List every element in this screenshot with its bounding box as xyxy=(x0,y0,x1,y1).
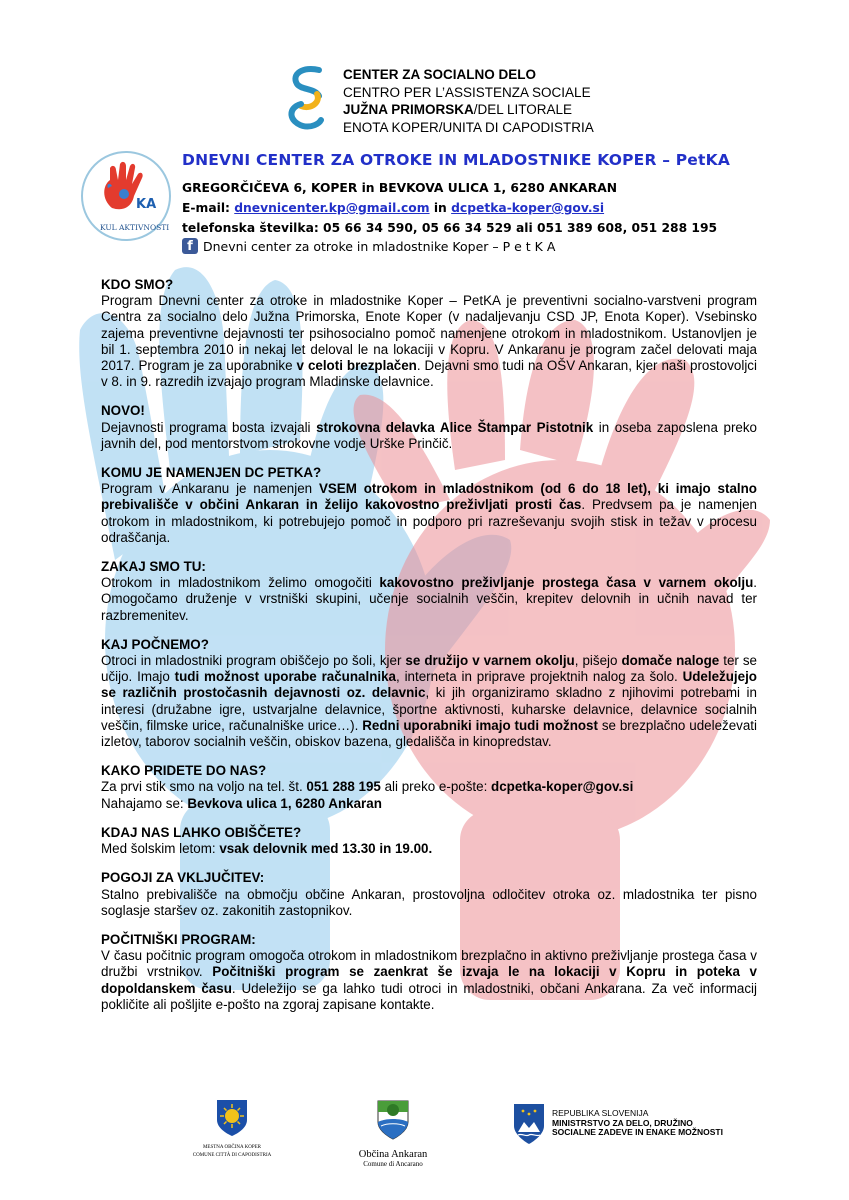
csd-line-4: ENOTA KOPER/UNITA DI CAPODISTRIA xyxy=(343,119,594,135)
facebook-page-name: Dnevni center za otroke in mladostnike Koper – P e t K A xyxy=(203,238,556,254)
section-heading: KAJ POČNEMO? xyxy=(101,636,209,652)
slovenia-crest-icon xyxy=(512,1102,546,1146)
section-heading: ZAKAJ SMO TU: xyxy=(101,559,206,575)
koper-caption-1: MESTNA OBČINA KOPER xyxy=(202,1145,262,1150)
section-kaj xyxy=(101,637,757,750)
section-kako xyxy=(101,763,757,812)
center-email-line: E-mail: dnevnicenter.kp@gmail.com in dcpetka-koper@gov.si xyxy=(182,201,605,215)
section-body: Program v Ankaranu je namenjen VSEM otrokom in mladostnikom (od 6 do 18 let), ki imajo stalno prebivališče v občini Ankaran in želijo kakovostno preživljati prosti čas. Predvsem pa je namenjen otrokom in mladostnikom, ki potrebujejo pomoč in podporo pri razreševanju svojih stisk in težav v procesu odraščanja. xyxy=(101,481,757,545)
center-title: DNEVNI CENTER ZA OTROKE IN MLADOSTNIKE KOPER – PetKA xyxy=(182,151,731,169)
section-body: Med šolskim letom: vsak delovnik med 13.30 in 19.00. xyxy=(101,841,433,857)
section-pocitniski xyxy=(101,932,757,1013)
ministry-line-1: REPUBLIKA SLOVENIJA xyxy=(552,1108,649,1118)
section-body: Za prvi stik smo na voljo na tel. št. 051 288 195 ali preko e-pošte: dcpetka-koper@gov.si Nahajamo se: Bevkova ulica 1, 6280 Ankaran xyxy=(101,779,634,811)
csd-name-block xyxy=(343,66,594,136)
section-body: Program Dnevni center za otroke in mladostnike Koper – PetKA je preventivni socialno-varstveni program Centra za socialno delo Južna Primorska, Enote Koper (v nadaljevanju CSD JP, Enota Koper). Vsebinsko zajema preventivne dejavnosti ter psihosocialno pomoč namenjene otrokom in mladostnikom. Ustanovljen je bil 1. septembra 2010 in nekaj let deloval le na lokaciji v Kopru. V Ankaranu je program začel delovati maja 2017. Program je za uporabnike v celoti brezplačen. Dejavni smo tudi na OŠV Ankaran, kjer naši prostovoljci v 8. in 9. razredih izvajajo program Mladinske delavnice. xyxy=(101,293,757,390)
facebook-icon: f xyxy=(182,238,198,254)
ministry-line-3: SOCIALNE ZADEVE IN ENAKE MOŽNOSTI xyxy=(552,1127,723,1137)
section-heading: KDO SMO? xyxy=(101,277,174,292)
section-body: Stalno prebivališče na območju občine Ankaran, prostovoljna odločitev otroka oz. mladostnika ter pisno soglasje staršev oz. zakonitih zastopnikov. xyxy=(101,886,757,918)
csd-logo xyxy=(281,64,333,132)
csd-line-1: CENTER ZA SOCIALNO DELO xyxy=(343,67,537,82)
email-link-gov[interactable]: dcpetka-koper@gov.si xyxy=(451,201,605,215)
section-kdo-smo xyxy=(101,277,757,390)
ankaran-caption-1: Občina Ankaran xyxy=(358,1149,428,1160)
contact-email[interactable]: dcpetka-koper@gov.si xyxy=(491,779,634,795)
petka-logo xyxy=(80,150,172,242)
section-novo xyxy=(101,403,757,452)
ministry-text xyxy=(552,1102,723,1138)
center-phone: telefonska številka: 05 66 34 590, 05 66 34 529 ali 051 389 608, 051 288 195 xyxy=(182,221,718,235)
section-pogoji xyxy=(101,870,757,919)
section-body: Otroci in mladostniki program obiščejo po šoli, kjer se družijo v varnem okolju, pišejo domače naloge ter se učijo. Imajo tudi možnost uporabe računalnika, interneta in priprave projektnih nalog za šolo. Udeležujejo se različnih prostočasnih dejavnosti oz. delavnic, ki jih organiziramo skladno z njihovimi potrebami in interesi (družabne igre, ustvarjalne delavnice, športne aktivnosti, kuharske delavnice, delavnice socialnih veščin, filmske urice, računalniške urice…). Redni uporabniki imajo tudi možnost se brezplačno udeleževati izletov, taborov socialnih veščin, obiskov bazena, gledališča in kinopredstav. xyxy=(101,653,757,750)
ankaran-crest-icon xyxy=(375,1098,411,1142)
svg-text:KA: KA xyxy=(136,197,157,212)
section-heading: KAKO PRIDETE DO NAS? xyxy=(101,763,267,779)
facebook-line[interactable] xyxy=(182,238,555,254)
section-heading: KDAJ NAS LAHKO OBIŠČETE? xyxy=(101,824,302,840)
csd-line-3: JUŽNA PRIMORSKA/DEL LITORALE xyxy=(343,102,573,117)
ministry-logo xyxy=(512,1102,723,1146)
koper-crest-icon xyxy=(215,1098,249,1138)
koper-caption-2: COMUNE CITTÀ DI CAPODISTRIA xyxy=(192,1153,272,1158)
section-heading: POGOJI ZA VKLJUČITEV: xyxy=(101,870,265,886)
section-body: Otrokom in mladostnikom želimo omogočiti kakovostno preživljanje prostega časa v varnem okolju. Omogočamo druženje v vrstniški skupini, učenje socialnih veščin, krepitev delovnih in učnih navad ter razbremenitev. xyxy=(101,575,757,623)
ankaran-municipality-logo xyxy=(348,1098,438,1168)
svg-text:KUL AKTIVNOSTI: KUL AKTIVNOSTI xyxy=(100,223,170,232)
section-heading: NOVO! xyxy=(101,403,145,419)
center-address: GREGORČIČEVA 6, KOPER in BEVKOVA ULICA 1, 6280 ANKARAN xyxy=(182,181,618,195)
ministry-line-2: MINISTRSTVO ZA DELO, DRUŽINO xyxy=(552,1117,693,1128)
section-komu xyxy=(101,465,757,546)
main-content xyxy=(101,277,757,1026)
section-zakaj xyxy=(101,559,757,624)
section-heading: KOMU JE NAMENJEN DC PETKA? xyxy=(101,465,322,481)
email-link-gmail[interactable]: dnevnicenter.kp@gmail.com xyxy=(234,201,430,215)
section-heading: POČITNIŠKI PROGRAM: xyxy=(101,931,256,947)
center-contact-info xyxy=(182,178,717,238)
ankaran-caption-2: Comune di Ancarano xyxy=(363,1160,423,1168)
section-body: V času počitnic program omogoča otrokom in mladostnikom brezplačno in aktivno preživljanje prostega časa v družbi vrstnikov. Počitniški program se zaenkrat še izvaja le na lokaciji v Kopru in poteka v dopoldanskem času. Udeležijo se ga lahko tudi otroci in mladostniki, občani Ankarana. Za več informacij pokličite ali pošljite e-pošto na zgoraj zapisane kontakte. xyxy=(101,948,758,1012)
csd-line-2: CENTRO PER L’ASSISTENZA SOCIALE xyxy=(343,84,591,100)
koper-municipality-logo xyxy=(190,1098,274,1159)
section-body: Dejavnosti programa bosta izvajali strokovna delavka Alice Štampar Pistotnik in oseba zaposlena preko javnih del, pod mentorstvom strokovne vodje Urške Prinčič. xyxy=(101,419,757,451)
section-kdaj xyxy=(101,825,757,857)
